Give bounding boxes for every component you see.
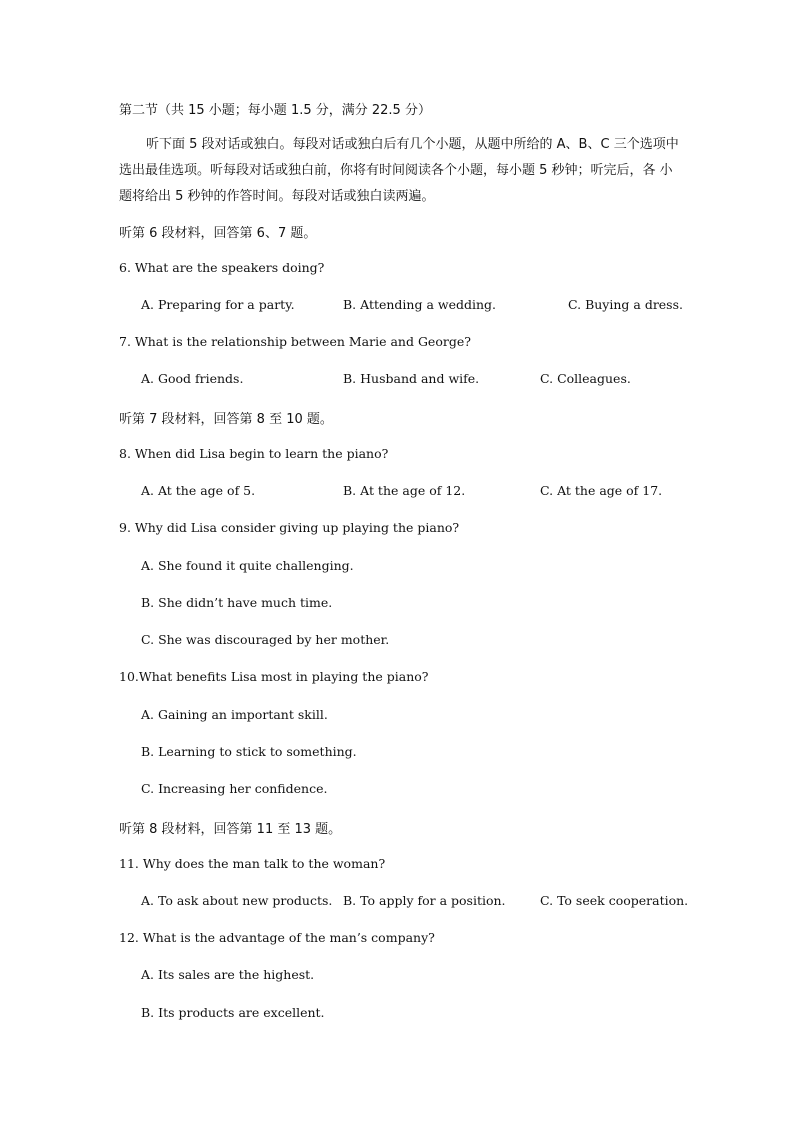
question-11: 11. Why does the man talk to the woman? <box>119 856 386 871</box>
question-6: 6. What are the speakers doing? <box>119 260 325 275</box>
option-7a: A. Good friends. <box>141 371 244 386</box>
option-9c: C. She was discouraged by her mother. <box>141 632 390 647</box>
option-10a: A. Gaining an important skill. <box>141 707 328 722</box>
option-6b: B. Attending a wedding. <box>343 297 497 312</box>
option-8b: B. At the age of 12. <box>343 483 466 498</box>
option-7b: B. Husband and wife. <box>343 371 480 386</box>
option-12b: B. Its products are excellent. <box>141 1005 325 1020</box>
question-12: 12. What is the advantage of the man’s company? <box>119 930 435 945</box>
option-11a: A. To ask about new products. <box>141 893 333 908</box>
option-10c: C. Increasing her confidence. <box>141 781 328 796</box>
option-12a: A. Its sales are the highest. <box>141 967 315 982</box>
question-10: 10.What benefits Lisa most in playing the piano? <box>119 669 429 684</box>
instructions: 听下面 5 段对话或独白。每段对话或独白后有几个小题，从题中所给的 A、B、C 三个选项中 选出最佳选项。听每段对话或独白前，你将有时间阅读各个小题，每小题 5 秒钟；听完后，各 小题将给出 5 秒钟的作答时间。每段对话或独白读两遍。 <box>119 137 679 204</box>
group-heading-7: 听第 7 段材料，回答第 8 至 10 题。 <box>119 412 333 427</box>
option-6a: A. Preparing for a party. <box>141 297 295 312</box>
option-7c: C. Colleagues. <box>540 371 631 386</box>
option-8a: A. At the age of 5. <box>141 483 256 498</box>
option-11b: B. To apply for a position. <box>343 893 506 908</box>
option-9a: A. She found it quite challenging. <box>141 558 354 573</box>
question-8: 8. When did Lisa begin to learn the piano? <box>119 446 389 461</box>
option-8c: C. At the age of 17. <box>540 483 663 498</box>
question-7: 7. What is the relationship between Marie and George? <box>119 334 471 349</box>
group-heading-6: 听第 6 段材料，回答第 6、7 题。 <box>119 226 317 241</box>
option-11c: C. To seek cooperation. <box>540 893 689 908</box>
question-9: 9. Why did Lisa consider giving up playing the piano? <box>119 520 460 535</box>
option-6c: C. Buying a dress. <box>568 297 683 312</box>
option-10b: B. Learning to stick to something. <box>141 744 357 759</box>
section-header: 第二节（共 15 小题；每小题 1.5 分，满分 22.5 分） <box>119 103 431 118</box>
group-heading-8: 听第 8 段材料，回答第 11 至 13 题。 <box>119 822 342 837</box>
option-9b: B. She didn’t have much time. <box>141 595 333 610</box>
